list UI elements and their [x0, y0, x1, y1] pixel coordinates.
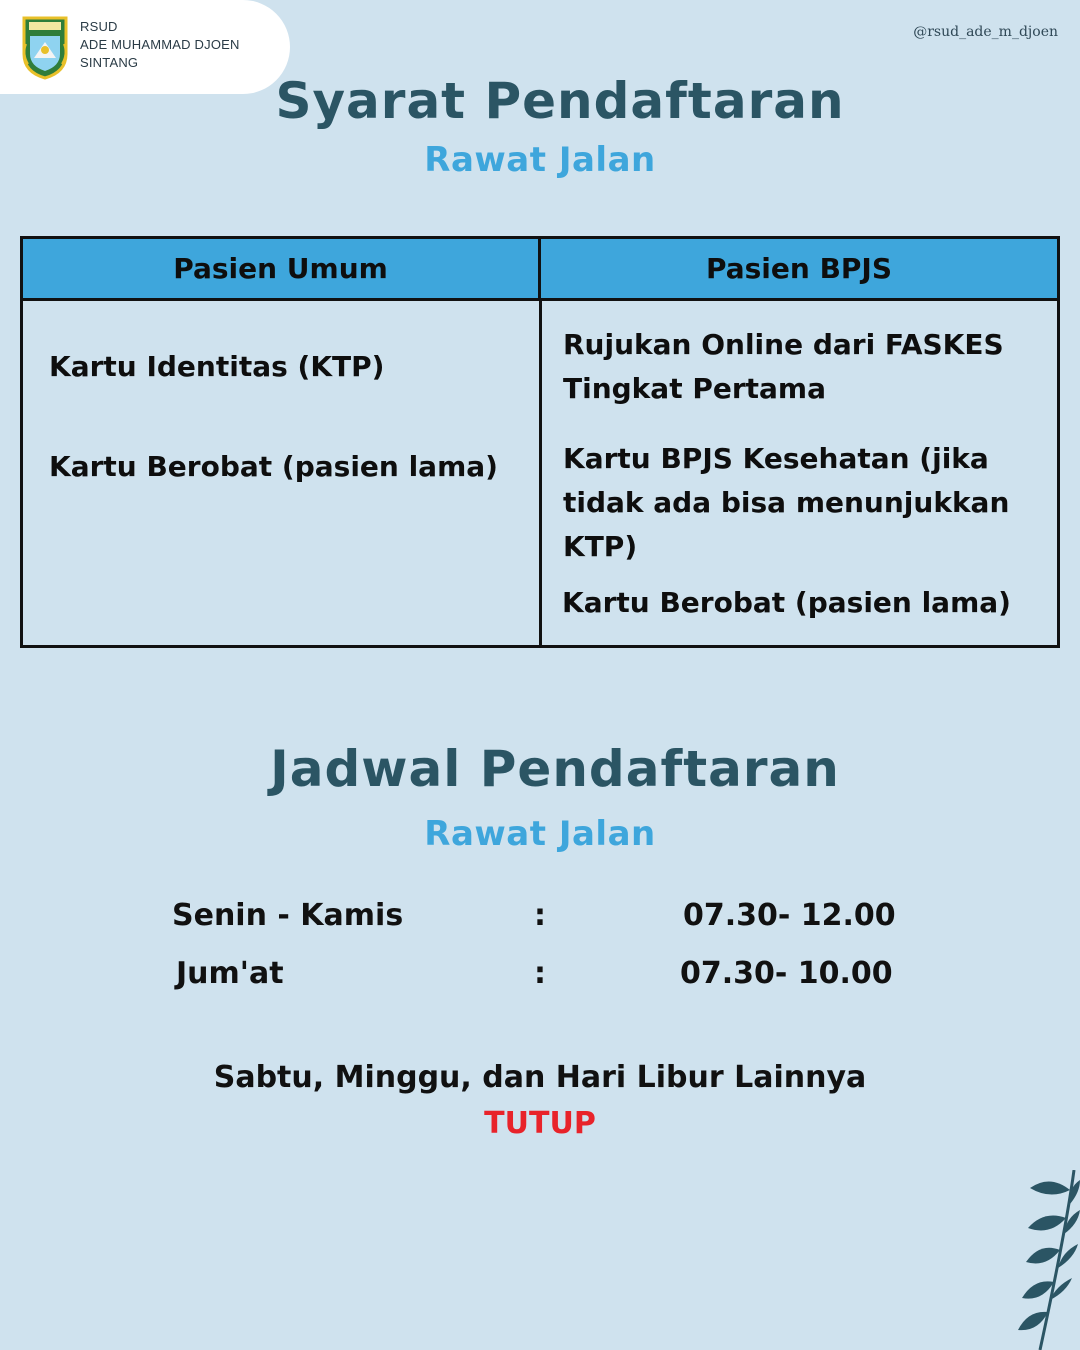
requirements-table [20, 236, 1060, 648]
bpjs-item: Kartu Berobat (pasien lama) [562, 586, 1011, 619]
closed-label: TUTUP [484, 1106, 596, 1141]
schedule-days: Senin - Kamis [172, 898, 404, 933]
requirements-subtitle: Rawat Jalan [424, 140, 656, 180]
regency-shield-logo-icon [20, 14, 70, 80]
requirements-title: Syarat Pendaftaran [275, 72, 845, 130]
brand-name [80, 18, 240, 72]
umum-item: Kartu Berobat (pasien lama) [49, 450, 498, 483]
schedule-separator: : [534, 956, 546, 991]
leaf-branch-icon [970, 1170, 1080, 1350]
brand-line-2: ADE MUHAMMAD DJOEN [80, 37, 240, 52]
schedule-time: 07.30- 10.00 [680, 956, 893, 991]
column-header-bpjs: Pasien BPJS [541, 239, 1057, 301]
closed-days-note: Sabtu, Minggu, dan Hari Libur Lainnya [213, 1060, 867, 1095]
brand-line-3: SINTANG [80, 55, 139, 70]
schedule-subtitle: Rawat Jalan [424, 814, 656, 854]
schedule-days: Jum'at [176, 956, 284, 991]
umum-item: Kartu Identitas (KTP) [49, 350, 385, 383]
schedule-title: Jadwal Pendaftaran [270, 740, 840, 798]
schedule-separator: : [534, 898, 546, 933]
bpjs-item: Kartu BPJS Kesehatan (jika tidak ada bisa menunjukkan KTP) [563, 442, 1010, 563]
column-header-umum: Pasien Umum [23, 239, 541, 301]
brand-line-1: RSUD [80, 19, 118, 34]
schedule-time: 07.30- 12.00 [683, 898, 896, 933]
bpjs-item: Rujukan Online dari FASKES Tingkat Pertama [563, 328, 1004, 405]
column-divider [539, 301, 542, 645]
social-handle: @rsud_ade_m_djoen [913, 24, 1058, 40]
